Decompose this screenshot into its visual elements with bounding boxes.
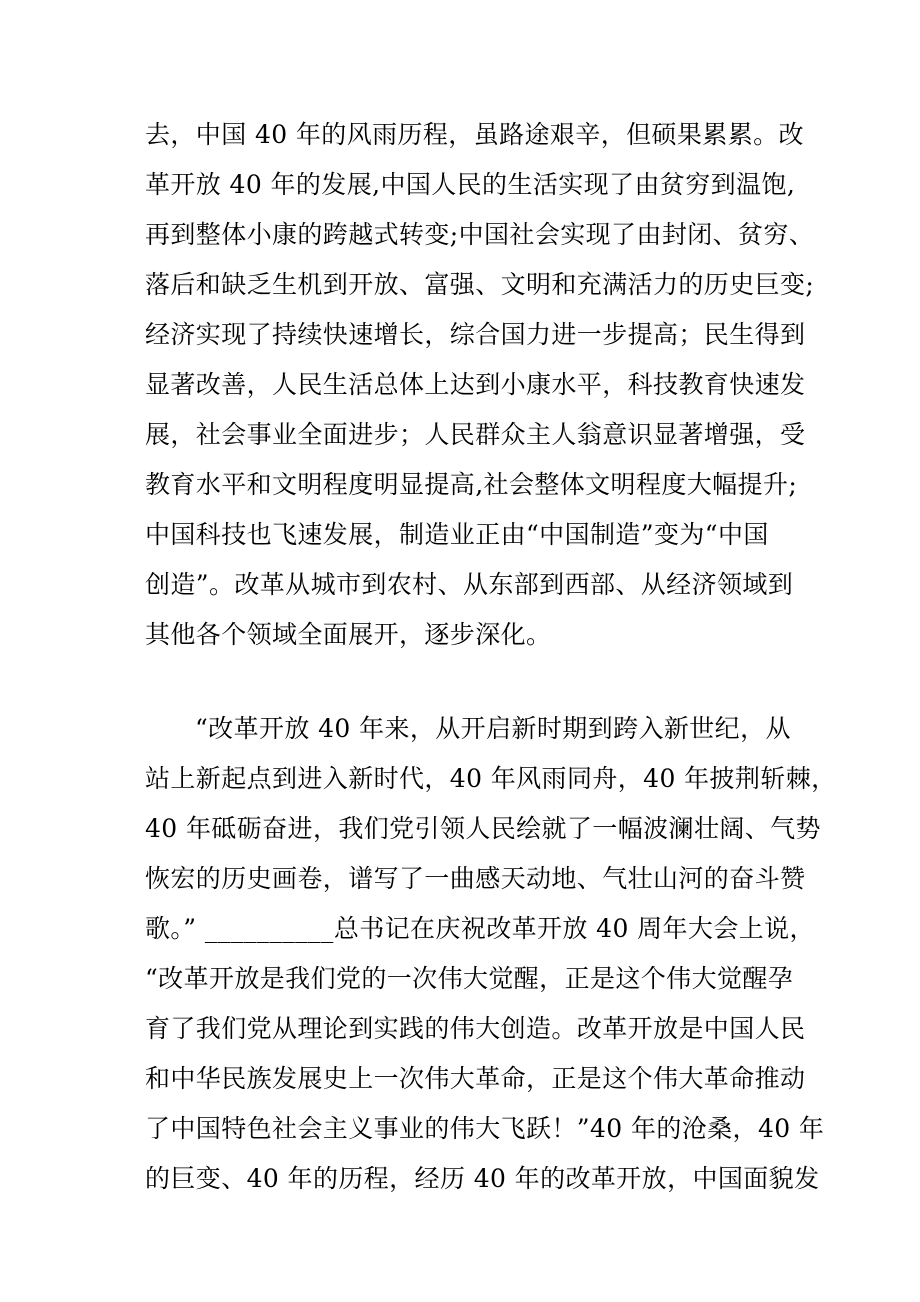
text-line: 教育水平和文明程度明显提高,社会整体文明程度大幅提升; [145,470,798,499]
text-line: 歌。” __________总书记在庆祝改革开放 40 周年大会上说， [145,914,815,943]
text-line: 去，中国 40 年的风雨历程，虽路途艰辛，但硕果累累。改 [145,120,804,149]
text-line: 显著改善，人民生活总体上达到小康水平，科技教育快速发 [145,370,806,399]
text-line: 展，社会事业全面进步；人民群众主人翁意识显著增强，受 [145,420,806,449]
text-line: 中国科技也飞速发展，制造业正由“中国制造”变为“中国 [145,520,769,549]
text-line: 的巨变、40 年的历程，经历 40 年的改革开放，中国面貌发 [145,1164,820,1193]
text-line: 经济实现了持续快速增长，综合国力进一步提高；民生得到 [145,320,806,349]
text-line: 站上新起点到进入新时代，40 年风雨同舟，40 年披荆斩棘， [145,764,837,793]
text-line: “改革开放 40 年来，从开启新时期到跨入新世纪，从 [195,714,791,743]
text-line: 革开放 40 年的发展,中国人民的生活实现了由贫穷到温饱, [145,170,796,199]
text-line: 育了我们党从理论到实践的伟大创造。改革开放是中国人民 [145,1014,806,1043]
text-line: “改革开放是我们党的一次伟大觉醒，正是这个伟大觉醒孕 [145,964,794,993]
text-line: 再到整体小康的跨越式转变;中国社会实现了由封闭、贫穷、 [145,220,815,249]
text-line: 其他各个领域全面展开，逐步深化。 [145,620,552,649]
text-line: 了中国特色社会主义事业的伟大飞跃！”40 年的沧桑，40 年 [145,1114,825,1143]
text-line: 和中华民族发展史上一次伟大革命，正是这个伟大革命推动 [145,1064,806,1093]
text-line: 恢宏的历史画卷，谱写了一曲感天动地、气壮山河的奋斗赞 [145,864,806,893]
text-line: 落后和缺乏生机到开放、富强、文明和充满活力的历史巨变; [145,270,815,299]
text-line: 40 年砥砺奋进，我们党引领人民绘就了一幅波澜壮阔、气势 [145,814,821,843]
text-line: 创造”。改革从城市到农村、从东部到西部、从经济领域到 [145,570,794,599]
